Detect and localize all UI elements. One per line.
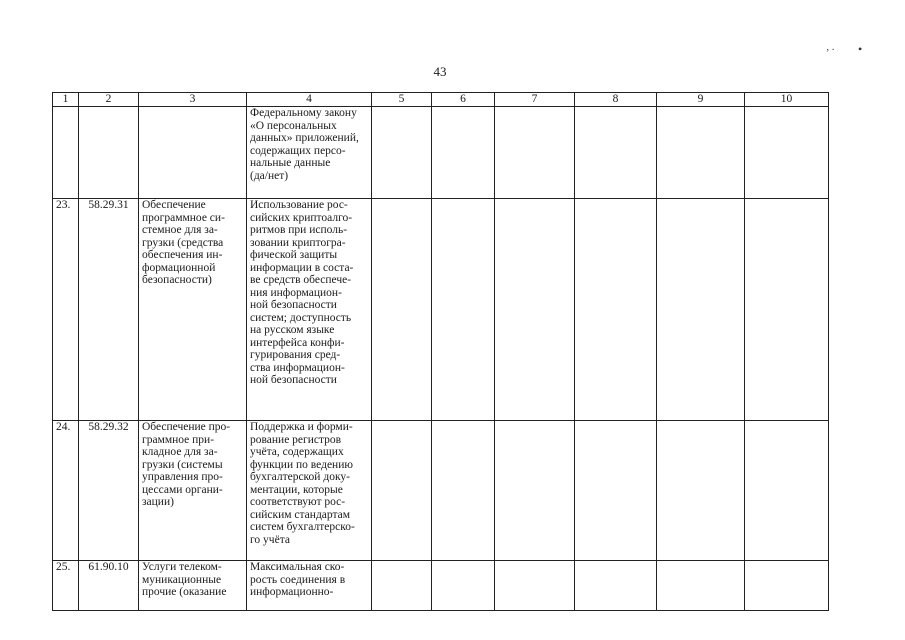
characteristic-line: рость соединения в	[250, 573, 346, 586]
characteristic-line: ритмов при исполь-	[250, 224, 348, 236]
characteristic-line: сийских криптоалго-	[250, 211, 353, 224]
product-name-line: цессами органи-	[142, 483, 223, 496]
empty-cell	[495, 107, 575, 199]
characteristic-line: информационно-	[250, 586, 334, 598]
header-cell-9: 9	[657, 93, 745, 107]
characteristic-line: систем; доступность	[250, 311, 352, 324]
empty-cell	[432, 561, 495, 611]
empty-cell	[575, 421, 657, 561]
product-name-line: прочие (оказание	[142, 586, 227, 598]
characteristic-line: интерфейса конфи-	[250, 336, 345, 349]
empty-cell	[745, 199, 829, 421]
characteristic-line: ной безопасности	[250, 374, 337, 386]
empty-cell	[575, 199, 657, 421]
empty-cell	[372, 421, 432, 561]
product-name-line: Обеспечение	[142, 199, 206, 211]
row-number: 25.	[53, 561, 79, 611]
row-number: 23.	[53, 199, 79, 421]
okpd-code: 61.90.10	[79, 561, 139, 611]
header-row	[53, 93, 829, 107]
characteristic-line: Федеральному закону	[250, 107, 357, 119]
header-cell-4: 4	[247, 93, 372, 107]
table-row	[53, 199, 829, 421]
product-name-line: Обеспечение про-	[142, 421, 231, 433]
characteristic	[247, 561, 372, 611]
empty-cell	[657, 421, 745, 561]
product-name-line: муникационные	[142, 573, 222, 586]
empty-cell	[495, 561, 575, 611]
characteristic-line: учёта, содержащих	[250, 446, 344, 458]
header-cell-6: 6	[432, 93, 495, 107]
row-number	[53, 107, 79, 199]
product-name-line: обеспечения ин-	[142, 249, 223, 261]
product-name-line: формационной	[142, 261, 216, 274]
product-name	[139, 561, 247, 611]
characteristic-line: фической защиты	[250, 249, 338, 261]
empty-cell	[745, 561, 829, 611]
characteristic-line: информации в соста-	[250, 261, 354, 274]
characteristic-line: соответствуют рос-	[250, 496, 346, 508]
product-name-line: кладное для за-	[142, 446, 218, 458]
characteristic-line: ства информацион-	[250, 361, 345, 374]
characteristic-line: бухгалтерской доку-	[250, 471, 350, 483]
product-name-line: зации)	[142, 496, 174, 508]
characteristic-line: рование регистров	[250, 433, 342, 446]
characteristic-line: го учёта	[250, 533, 290, 546]
empty-cell	[432, 199, 495, 421]
okpd-code: 58.29.32	[79, 421, 139, 561]
empty-cell	[432, 107, 495, 199]
empty-cell	[432, 421, 495, 561]
characteristic-line: функции по ведению	[250, 458, 353, 471]
characteristic	[247, 107, 372, 199]
characteristic-line: «О персональных	[250, 119, 337, 132]
characteristic	[247, 199, 372, 421]
product-name-line: безопасности)	[142, 274, 212, 286]
header-cell-2: 2	[79, 93, 139, 107]
product-name	[139, 107, 247, 199]
scan-dot: •	[858, 42, 863, 56]
characteristic-line: ве средств обеспече-	[250, 274, 352, 286]
empty-cell	[657, 561, 745, 611]
header-cell-5: 5	[372, 93, 432, 107]
empty-cell	[575, 107, 657, 199]
product-name-line: граммное при-	[142, 433, 215, 446]
empty-cell	[575, 561, 657, 611]
procurement-table	[52, 92, 829, 611]
product-name	[139, 421, 247, 561]
characteristic-line: ния информацион-	[250, 286, 342, 299]
characteristic-line: данных» приложений,	[250, 132, 359, 144]
product-name-line: Услуги телеком-	[142, 561, 222, 573]
characteristic-line: ментации, которые	[250, 483, 343, 496]
characteristic-line: сийским стандартам	[250, 508, 351, 521]
characteristic-line: гурирования сред-	[250, 349, 341, 361]
okpd-code	[79, 107, 139, 199]
characteristic-line: зовании криптогра-	[250, 236, 346, 249]
empty-cell	[372, 561, 432, 611]
header-cell-1: 1	[53, 93, 79, 107]
product-name-line: грузки (средства	[142, 236, 224, 249]
product-name-line: управления про-	[142, 471, 223, 483]
header-cell-8: 8	[575, 93, 657, 107]
product-name	[139, 199, 247, 421]
product-name-line: стемное для за-	[142, 224, 218, 236]
empty-cell	[657, 199, 745, 421]
okpd-code: 58.29.31	[79, 199, 139, 421]
empty-cell	[372, 199, 432, 421]
characteristic-line: Максимальная ско-	[250, 561, 345, 573]
characteristic-line: систем бухгалтерско-	[250, 521, 355, 533]
empty-cell	[745, 421, 829, 561]
characteristic-line: нальные данные	[250, 157, 331, 169]
characteristic-line: (да/нет)	[250, 169, 289, 182]
characteristic-line: ной безопасности	[250, 299, 337, 311]
characteristic-line: содержащих персо-	[250, 144, 346, 157]
row-number: 24.	[53, 421, 79, 561]
characteristic-line: Использование рос-	[250, 199, 348, 211]
table-row	[53, 107, 829, 199]
empty-cell	[657, 107, 745, 199]
header-cell-10: 10	[745, 93, 829, 107]
characteristic-line: Поддержка и форми-	[250, 421, 353, 433]
product-name-line: программное си-	[142, 211, 225, 224]
header-cell-3: 3	[139, 93, 247, 107]
empty-cell	[495, 199, 575, 421]
header-cell-7: 7	[495, 93, 575, 107]
empty-cell	[372, 107, 432, 199]
product-name-line: грузки (системы	[142, 458, 223, 471]
scan-mark: ‚ .	[826, 42, 835, 53]
characteristic	[247, 421, 372, 561]
empty-cell	[745, 107, 829, 199]
table-row	[53, 421, 829, 561]
characteristic-line: на русском языке	[250, 324, 335, 336]
table-row	[53, 561, 829, 611]
page-number: 43	[433, 64, 447, 79]
empty-cell	[495, 421, 575, 561]
